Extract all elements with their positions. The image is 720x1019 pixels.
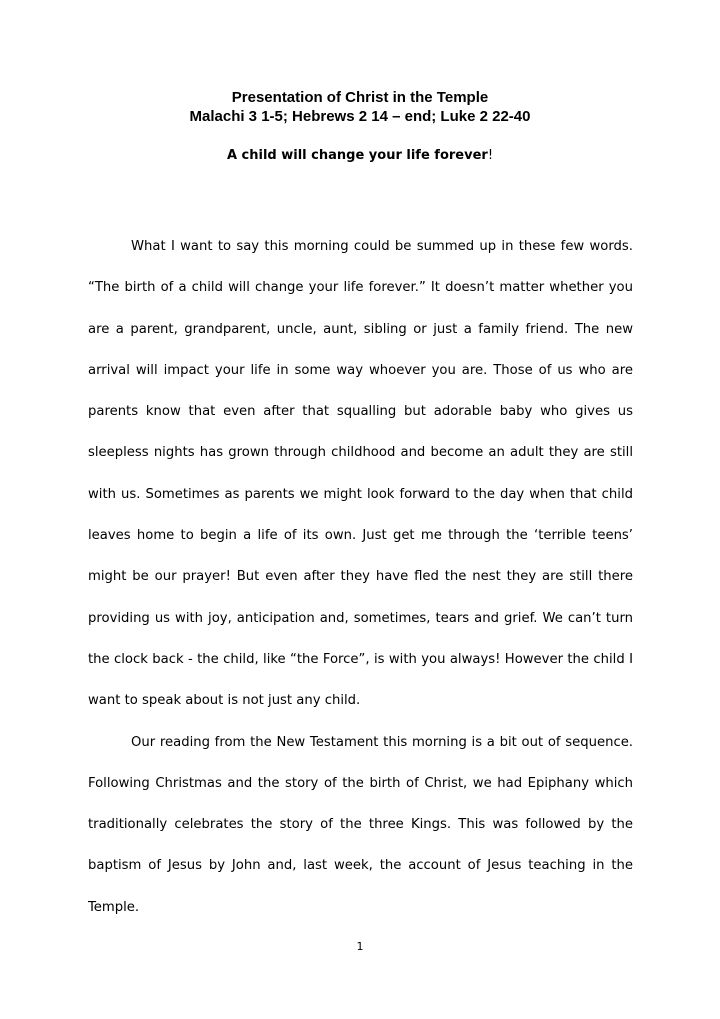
sermon-subtitle (0, 147, 720, 165)
paragraph-1: What I want to say this morning could be summed up in these few words. “The birth of a child will change your life forever.” It doesn’t matter whether you are a parent, grandparent, uncle, aunt, sibling or just a family friend. The new arrival will impact your life in some way whoever you are. Those of us who are parents know that even after that squalling but adorable baby who gives us sleepless nights has grown through childhood and become an adult they are still with us. Sometimes as parents we might look forward to the day when that child leaves home to begin a life of its own. Just get me through the ‘terrible teens’ might be our prayer! But even after they have fled the nest they are still there providing us with joy, anticipation and, sometimes, tears and grief. We can’t turn the clock back - the child, like “the Force”, is with you always! However the child I want to speak about is not just any child. (88, 239, 633, 709)
document-title: Presentation of Christ in the Temple (231, 89, 489, 106)
subtitle-punctuation: ! (487, 148, 494, 163)
sermon-body (88, 226, 633, 928)
scripture-references: Malachi 3 1-5; Hebrews 2 14 – end; Luke 2 22-40 (189, 108, 531, 125)
subtitle-text: A child will change your life forever (226, 148, 488, 163)
page-number: 1 (356, 940, 364, 953)
paragraph-2: Our reading from the New Testament this morning is a bit out of sequence. Following Christmas and the story of the birth of Christ, we had Epiphany which traditionally celebrates the story of the three Kings. This was followed by the baptism of Jesus by John and, last week, the account of Jesus teaching in the Temple. (88, 734, 633, 915)
